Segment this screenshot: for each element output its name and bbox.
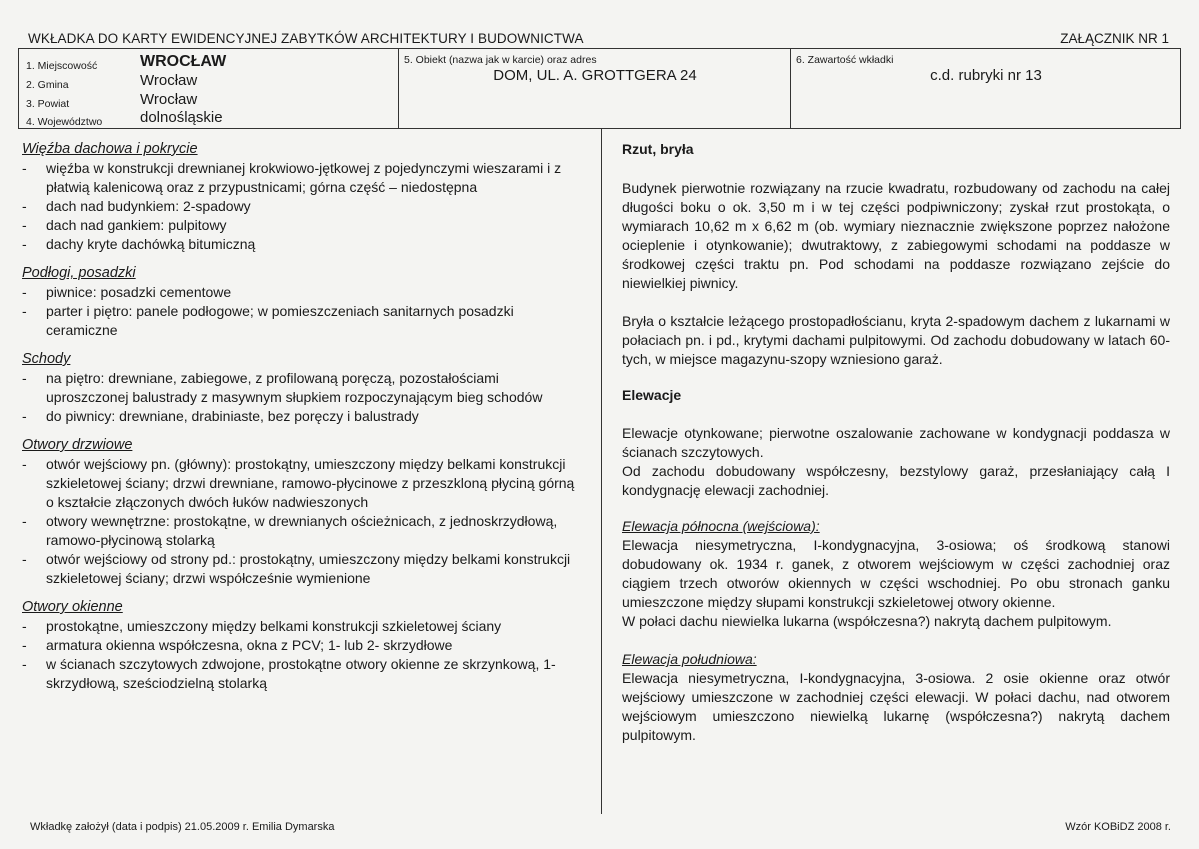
list-item: - w ścianach szczytowych zdwojone, prostokątne otwory okienne ze skrzynkową, 1- skrzydłową, sześciodzielną stolarką [22,655,584,693]
south-elevation-heading: Elewacja południowa: [622,651,757,667]
south-elevation-paragraph: Elewacja niesymetryczna, I-kondygnacyjna, 3-osiowa. 2 osie okienne oraz otwór wejściowy umieszczone w zachodniej części elewacji. W połaci dachu, nad otworem wejściowym umieszczono niewielką lukarnę (współczesna?) nakrytą dachem pulpitowym. [622,670,1170,743]
north-elevation-paragraph-2: W połaci dachu niewielka lukarna (współczesna?) nakrytą dachem pulpitowym. [622,613,1112,629]
list-item: - parter i piętro: panele podłogowe; w pomieszczeniach sanitarnych posadzki ceramiczne [22,302,584,340]
list-item: - więźba w konstrukcji drewnianej krokwiowo-jętkowej z pojedynczymi wieszarami i z płatwią kalenicową oraz z przypustnicami; górna część – niedostępna [22,159,584,197]
location-value-4: dolnośląskie [140,109,223,126]
elevations-paragraph-2: Od zachodu dobudowany współczesny, bezstylowy garaż, przesłaniający całą I kondygnację elewacji zachodniej. [622,463,1170,498]
list-item: - dachy kryte dachówką bitumiczną [22,235,584,254]
table-right-border [1180,48,1181,129]
stairs-list [22,369,584,426]
location-value-3: Wrocław [140,91,198,108]
list-item: - prostokątne, umieszczony między belkami konstrukcji szkieletowej ściany [22,617,584,636]
table-bottom-rule [18,128,1181,129]
list-item: - piwnice: posadzki cementowe [22,283,584,302]
list-item: - otwór wejściowy od strony pd.: prostokątny, umieszczony między belkami konstrukcji szkieletowej ściany; drzwi współcześnie wymienione [22,550,584,588]
list-item: - otwór wejściowy pn. (główny): prostokątny, umieszczony między belkami konstrukcji szkieletowej ściany; drzwi drewniane, ramowo-płycinowe z przeszkloną płyciną górną o kształcie złączonych dwóch łuków nadwieszonych [22,455,584,512]
form-title: WKŁADKA DO KARTY EWIDENCYJNEJ ZABYTKÓW ARCHITEKTURY I BUDOWNICTWA [28,31,584,46]
attachment-number: ZAŁĄCZNIK NR 1 [1060,31,1169,46]
list-item: - dach nad budynkiem: 2-spadowy [22,197,584,216]
table-left-border [18,48,19,129]
footer-author: Wkładkę założył (data i podpis) 21.05.2009 r. Emilia Dymarska [30,821,335,833]
list-item: - dach nad gankiem: pulpitowy [22,216,584,235]
list-item: - armatura okienna współczesna, okna z PCV; 1- lub 2- skrzydłowe [22,636,584,655]
elevations-paragraph-1: Elewacje otynkowane; pierwotne oszalowanie zachowane w kondygnacji poddasza w ścianach szczytowych. [622,425,1170,460]
floors-list [22,283,584,340]
left-column [22,140,584,693]
list-item: - na piętro: drewniane, zabiegowe, z profilowaną poręczą, pozostałościami uproszczonej balustrady z masywnym słupkiem rozpoczynającym bieg schodów [22,369,584,407]
plan-paragraph-2: Bryła o kształcie leżącego prostopadłościanu, kryta 2-spadowym dachem z lukarnami w połaciach pn. i pd., krytymi dachami pulpitowymi. Od zachodu dobudowany w latach 60-tych, w miejsce magazynu-szopy wzniesiono garaż. [622,313,1170,367]
section-heading-stairs: Schody [22,351,71,367]
object-label: 5. Obiekt (nazwa jak w karcie) oraz adres [404,54,597,66]
table-top-rule [18,48,1181,49]
section-heading-roof: Więźba dachowa i pokrycie [22,141,198,157]
windows-list [22,617,584,693]
content-label: 6. Zawartość wkładki [796,54,894,66]
north-elevation-paragraph: Elewacja niesymetryczna, I-kondygnacyjna, 3-osiowa; oś środkową stanowi dobudowany ok. 1934 r. ganek, z otworem wejściowym w części zachodniej oraz ciągiem trzech otworów okiennych w części wschodniej. Po obu stronach ganku umieszczone między słupami konstrukcji szkieletowej otwory okienne. [622,537,1170,610]
section-heading-elevations: Elewacje [622,387,682,403]
location-label-2: 2. Gmina [26,79,69,91]
right-column [622,140,1170,745]
object-value: DOM, UL. A. GROTTGERA 24 [493,67,697,84]
footer-template: Wzór KOBiDZ 2008 r. [1065,821,1171,833]
column-divider [601,129,602,814]
location-value-2: Wrocław [140,72,198,89]
location-value-1: WROCŁAW [140,53,227,70]
list-item: - do piwnicy: drewniane, drabiniaste, bez poręczy i balustrady [22,407,584,426]
location-label-1: 1. Miejscowość [26,60,98,72]
location-label-3: 3. Powiat [26,98,70,110]
doors-list [22,455,584,588]
section-heading-floors: Podłogi, posadzki [22,265,136,281]
plan-paragraph-1: Budynek pierwotnie rozwiązany na rzucie kwadratu, rozbudowany od zachodu na całej długości boku o ok. 3,50 m i w tej części podpiwniczony; zyskał rzut prostokąta, o wymiarach 10,62 m x 6,62 m (ob. wymiary nieznacznie zwiększone poprzez nałożone ocieplenie i otynkowanie); dwutraktowy, z zabiegowymi schodami na poddasze w środkowej części traktu pn. Pod schodami na poddasze rozwiązano zejście do niewielkiej piwnicy. [622,180,1170,291]
table-divider-1 [398,48,399,129]
content-value: c.d. rubryki nr 13 [930,67,1042,84]
list-item: - otwory wewnętrzne: prostokątne, w drewnianych ościeżnicach, z jednoskrzydłową, ramowo-płycinową stolarką [22,512,584,550]
section-heading-plan: Rzut, bryła [622,141,694,157]
north-elevation-heading: Elewacja północna (wejściowa): [622,518,820,534]
roof-list [22,159,584,254]
location-label-4: 4. Województwo [26,116,103,128]
section-heading-windows: Otwory okienne [22,599,123,615]
section-heading-doors: Otwory drzwiowe [22,437,133,453]
table-divider-2 [790,48,791,129]
